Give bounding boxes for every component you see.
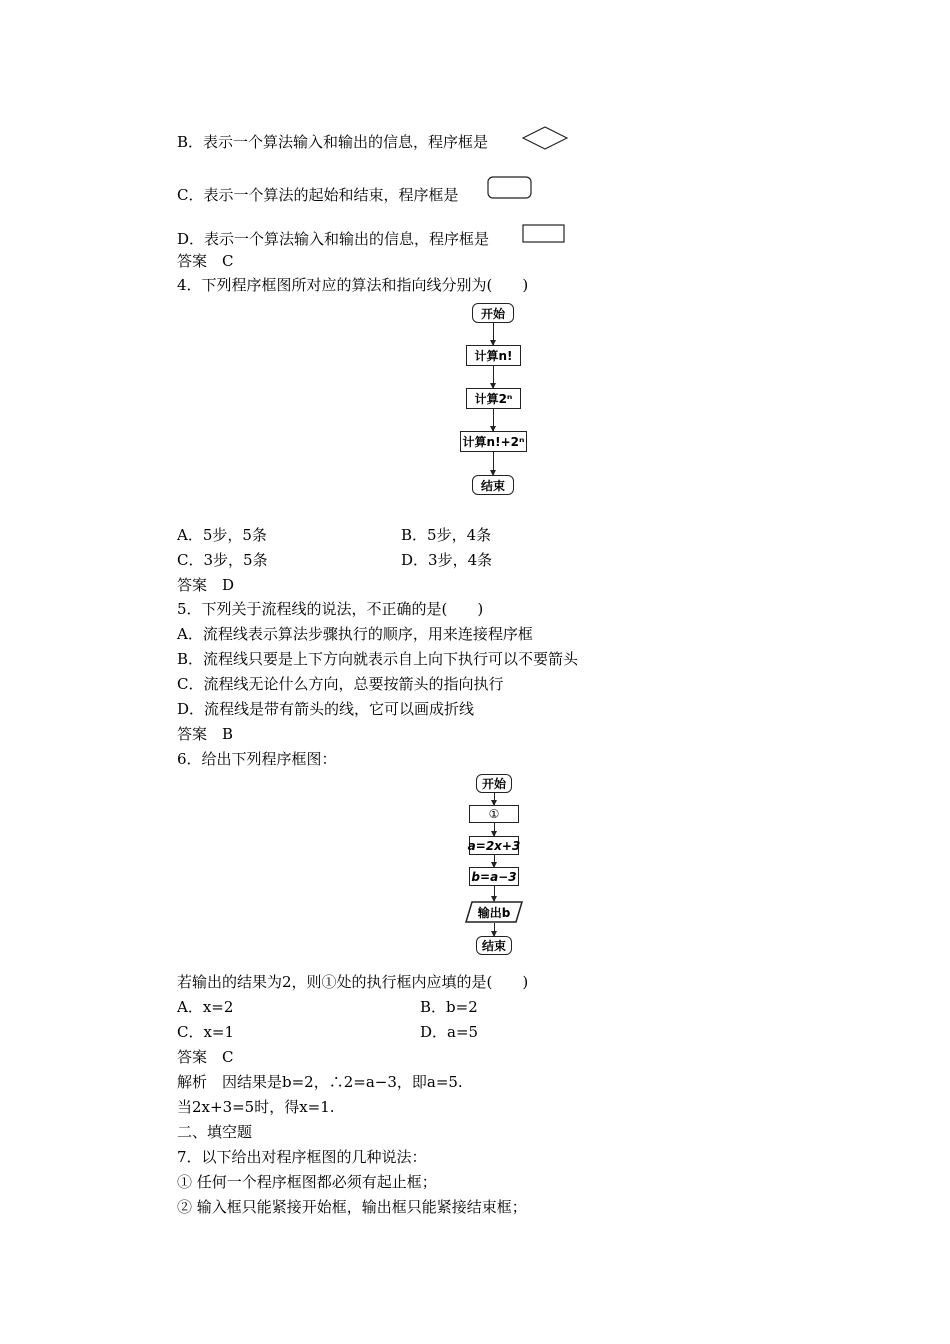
process-box: a=2x+3 <box>469 836 519 855</box>
q3-option-b: B．表示一个算法输入和输出的信息，程序框是 <box>177 133 489 151</box>
q6-analysis-line-2: 当2x+3=5时，得x=1. <box>177 1098 335 1116</box>
q6-option-d: D．a=5 <box>420 1023 479 1041</box>
q4-option-b: B．5步，4条 <box>401 526 492 544</box>
process-box: b=a−3 <box>469 867 519 886</box>
rectangle-shape-icon <box>522 224 566 244</box>
flow-arrow <box>494 793 495 805</box>
rounded-rect-shape-icon <box>487 176 533 200</box>
q4-option-d: D．3步，4条 <box>401 551 493 569</box>
start-terminal: 开始 <box>472 303 514 323</box>
flow-arrow <box>493 409 494 431</box>
q5-stem: 5．下列关于流程线的说法，不正确的是( ) <box>177 600 484 618</box>
q5-option-a: A．流程线表示算法步骤执行的顺序，用来连接程序框 <box>177 625 533 643</box>
q6-option-b: B．b=2 <box>420 998 478 1016</box>
end-terminal: 结束 <box>476 936 512 955</box>
q6-option-a: A．x=2 <box>177 998 234 1016</box>
flow-arrow <box>494 923 495 936</box>
flow-arrow <box>493 366 494 388</box>
q6-option-c: C．x=1 <box>177 1023 235 1041</box>
q5-answer: 答案 B <box>177 725 234 743</box>
process-box: 计算n! <box>466 345 521 366</box>
process-box: 计算2ⁿ <box>466 388 521 409</box>
blank-process-box: ① <box>469 805 519 823</box>
q6-stem: 6．给出下列程序框图： <box>177 750 337 768</box>
q3-option-c: C．表示一个算法的起始和结束，程序框是 <box>177 186 459 204</box>
end-terminal: 结束 <box>472 475 514 495</box>
flow-arrow <box>494 855 495 867</box>
output-label: 输出b <box>477 905 511 920</box>
q7-stem: 7．以下给出对程序框图的几种说法： <box>177 1148 427 1166</box>
q7-item-2: ② 输入框只能紧接开始框，输出框只能紧接结束框； <box>177 1198 527 1216</box>
section-heading: 二、填空题 <box>177 1123 253 1141</box>
q6-condition: 若输出的结果为2，则①处的执行框内应填的是( ) <box>177 973 529 991</box>
diamond-shape-icon <box>522 126 568 150</box>
q5-option-d: D．流程线是带有箭头的线，它可以画成折线 <box>177 700 475 718</box>
q6-analysis-line-1: 解析 因结果是b=2，∴2=a−3，即a=5. <box>177 1073 463 1091</box>
q3-answer: 答案 C <box>177 252 234 270</box>
q4-stem: 4．下列程序框图所对应的算法和指向线分别为( ) <box>177 276 529 294</box>
q5-option-b: B．流程线只要是上下方向就表示自上向下执行可以不要箭头 <box>177 650 579 668</box>
q4-option-c: C．3步，5条 <box>177 551 268 569</box>
flow-arrow <box>494 886 495 901</box>
flow-arrow <box>494 823 495 836</box>
flow-arrow <box>493 452 494 475</box>
q6-answer: 答案 C <box>177 1048 234 1066</box>
start-terminal: 开始 <box>476 774 512 793</box>
q7-item-1: ① 任何一个程序框图都必须有起止框； <box>177 1173 437 1191</box>
q4-answer: 答案 D <box>177 576 235 594</box>
q5-option-c: C．流程线无论什么方向，总要按箭头的指向执行 <box>177 675 504 693</box>
q3-option-d: D．表示一个算法输入和输出的信息，程序框是 <box>177 230 490 248</box>
flow-arrow <box>493 323 494 345</box>
process-box: 计算n!+2ⁿ <box>460 431 527 452</box>
q4-option-a: A．5步，5条 <box>177 526 267 544</box>
